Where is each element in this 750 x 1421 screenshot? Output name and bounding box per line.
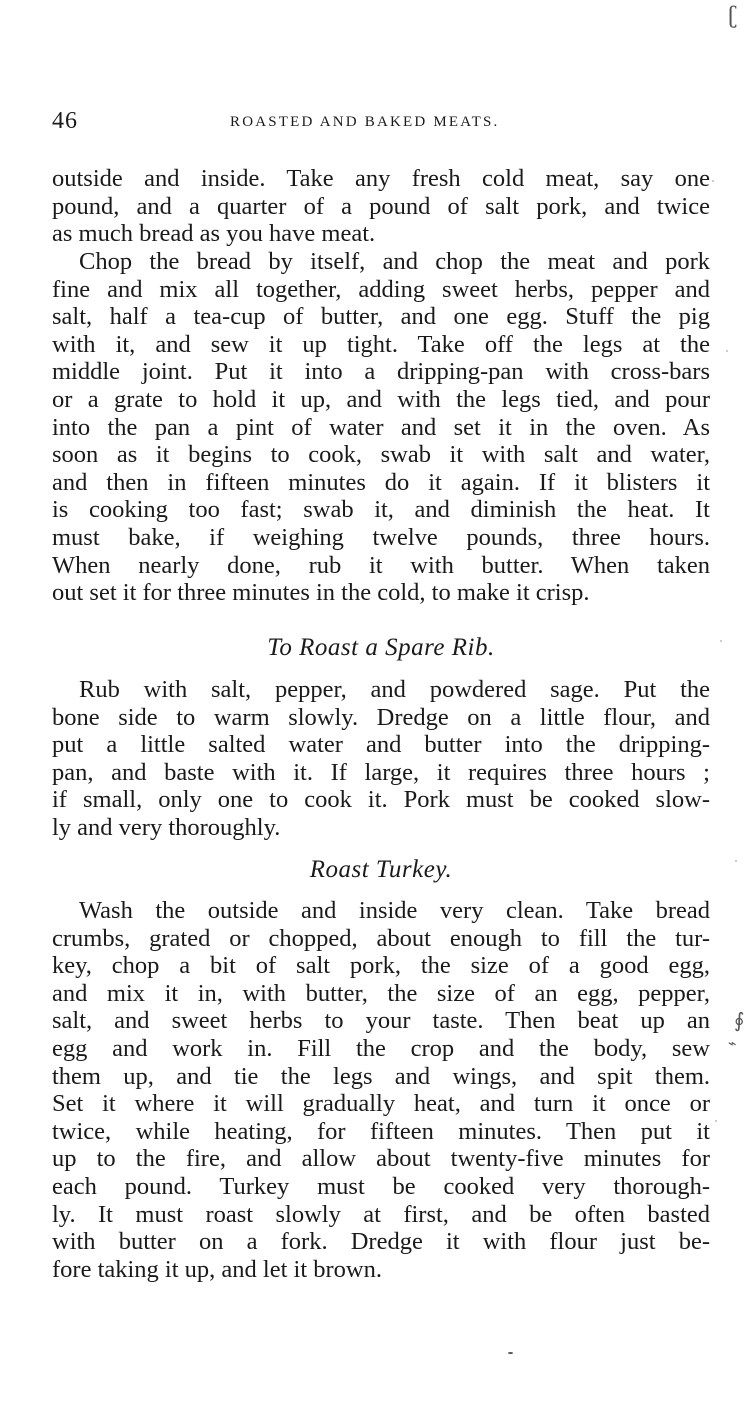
text-line: egg and work in. Fill the crop and the body, sew (52, 1034, 710, 1062)
text-line: outside and inside. Take any fresh cold meat, say one (52, 165, 710, 192)
scan-speck (720, 640, 722, 642)
text-line: with butter on a fork. Dredge it with flour just be- (52, 1228, 710, 1256)
text-line: salt, half a tea-cup of butter, and one egg. Stuff the pig (52, 303, 710, 331)
text-line: key, chop a bit of salt pork, the size of a good egg, (52, 952, 710, 980)
text-line: put a little salted water and butter into the dripping- (52, 731, 710, 759)
running-title: ROASTED AND BAKED MEATS. (230, 114, 500, 130)
margin-ink-mark: ʗ (728, 4, 738, 29)
text-line: if small, only one to cook it. Pork must be cooked slow- (52, 786, 710, 814)
text-line: or a grate to hold it up, and with the legs tied, and pour (52, 385, 710, 413)
text-line: pan, and baste with it. If large, it requires three hours ; (52, 758, 710, 786)
scan-speck (712, 180, 714, 182)
text-line: must bake, if weighing twelve pounds, three hours. (52, 523, 710, 551)
text-line: into the pan a pint of water and set it in the oven. As (52, 413, 710, 441)
text-line: as much bread as you have meat. (52, 220, 376, 248)
text-line: Rub with salt, pepper, and powdered sage. Put the (79, 676, 710, 703)
margin-ink-mark: ⌁ (728, 1036, 737, 1052)
text-line: is cooking too fast; swab it, and diminish the heat. It (52, 496, 710, 524)
text-line: them up, and tie the legs and wings, and spit them. (52, 1062, 710, 1090)
paragraph-spare-rib (52, 676, 710, 842)
text-line: twice, while heating, for fifteen minutes. Then put it (52, 1117, 710, 1145)
text-line: up to the fire, and allow about twenty-five minutes for (52, 1145, 710, 1173)
margin-ink-mark: ∮ (734, 1008, 745, 1032)
text-line: and then in fifteen minutes do it again. If it blisters it (52, 468, 710, 496)
text-line: Set it where it will gradually heat, and turn it once or (52, 1090, 710, 1118)
recipe-heading-spare-rib: To Roast a Spare Rib. (267, 634, 495, 661)
scan-speck (715, 1120, 717, 1122)
running-head (52, 108, 710, 138)
text-line: and mix it in, with butter, the size of an egg, pepper, (52, 979, 710, 1007)
paragraph-continuation (52, 165, 710, 248)
text-line: Chop the bread by itself, and chop the meat and pork (79, 248, 710, 275)
page-number: 46 (52, 108, 78, 134)
text-line: crumbs, grated or chopped, about enough to fill the tur- (52, 924, 710, 952)
text-line: ly. It must roast slowly at first, and be often basted (52, 1200, 710, 1228)
text-line: each pound. Turkey must be cooked very thorough- (52, 1172, 710, 1200)
scan-speck (508, 1352, 513, 1354)
text-line: bone side to warm slowly. Dredge on a little flour, and (52, 703, 710, 731)
text-line: pound, and a quarter of a pound of salt pork, and twice (52, 192, 710, 220)
text-line: with it, and sew it up tight. Take off the legs at the (52, 330, 710, 358)
text-line: ly and very thoroughly. (52, 813, 281, 841)
text-line: Wash the outside and inside very clean. Take bread (79, 897, 710, 924)
paragraph-roast-pig (52, 248, 710, 607)
scan-speck (726, 350, 728, 352)
text-line: fine and mix all together, adding sweet herbs, pepper and (52, 275, 710, 303)
text-line: out set it for three minutes in the cold, to make it crisp. (52, 579, 590, 607)
text-line: middle joint. Put it into a dripping-pan with cross-bars (52, 358, 710, 386)
text-line: When nearly done, rub it with butter. When taken (52, 551, 710, 579)
paragraph-roast-turkey (52, 897, 710, 1283)
text-line: soon as it begins to cook, swab it with salt and water, (52, 441, 710, 469)
scan-speck (735, 860, 737, 862)
recipe-heading-roast-turkey: Roast Turkey. (309, 856, 453, 883)
text-line: fore taking it up, and let it brown. (52, 1255, 382, 1283)
text-line: salt, and sweet herbs to your taste. Then beat up an (52, 1007, 710, 1035)
